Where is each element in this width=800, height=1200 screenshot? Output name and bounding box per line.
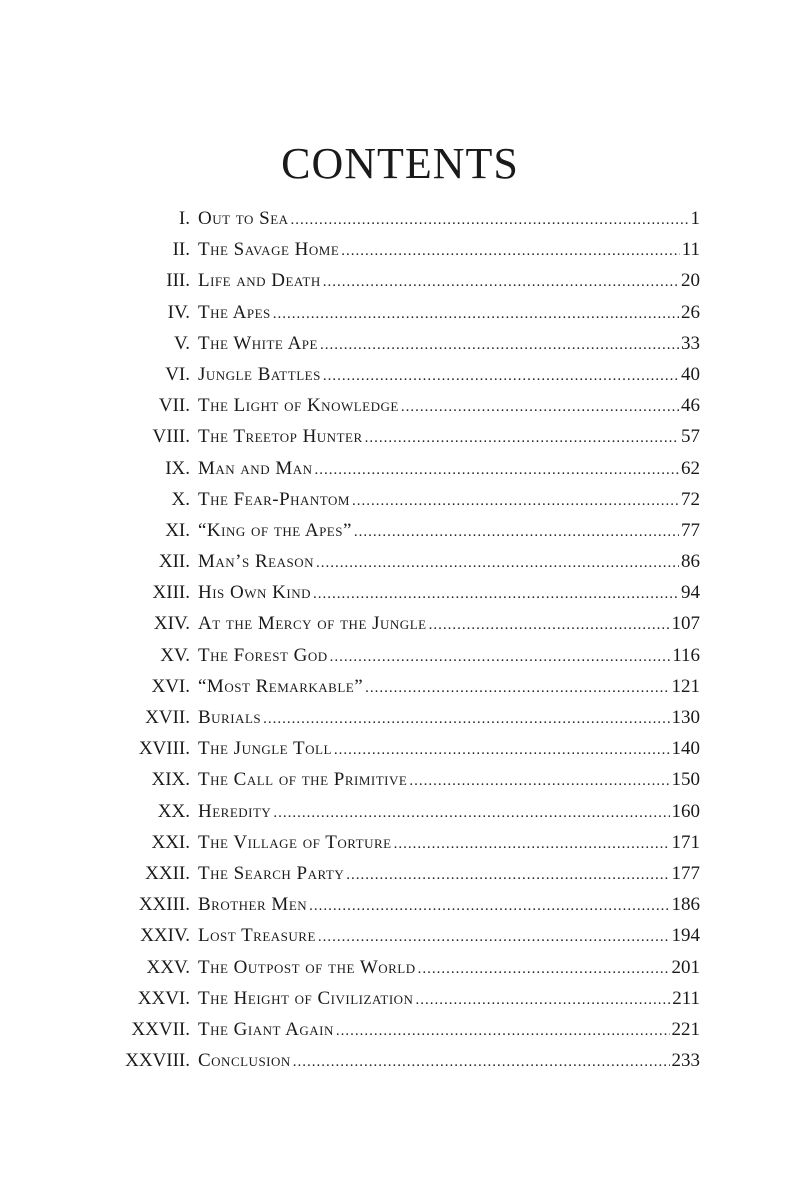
chapter-number: VIII. bbox=[152, 426, 190, 448]
dot-leader bbox=[330, 649, 671, 666]
page-number: 150 bbox=[671, 769, 700, 791]
chapter-number: XXIII. bbox=[138, 894, 190, 916]
dot-leader bbox=[354, 524, 679, 541]
chapter-number: XX. bbox=[157, 800, 190, 822]
toc-entry bbox=[110, 832, 700, 863]
page-number: 94 bbox=[681, 582, 700, 604]
chapter-number: III. bbox=[166, 270, 190, 292]
page-number: 86 bbox=[681, 551, 700, 573]
toc-entry bbox=[110, 988, 700, 1019]
toc-list bbox=[110, 208, 700, 1081]
chapter-number: XXVII. bbox=[131, 1018, 190, 1040]
chapter-number: XXV. bbox=[146, 956, 190, 978]
page-number: 116 bbox=[672, 644, 700, 666]
toc-entry bbox=[110, 894, 700, 925]
toc-entry bbox=[110, 239, 700, 270]
dot-leader bbox=[323, 368, 679, 385]
page-number: 46 bbox=[681, 395, 700, 417]
chapter-title: Man and Man bbox=[198, 457, 313, 479]
dot-leader bbox=[316, 555, 679, 572]
chapter-title: Life and Death bbox=[198, 270, 321, 292]
chapter-title: The Treetop Hunter bbox=[198, 426, 363, 448]
page-number: 171 bbox=[671, 831, 700, 853]
dot-leader bbox=[352, 493, 679, 510]
chapter-title: Brother Men bbox=[198, 894, 308, 916]
chapter-title: The Giant Again bbox=[198, 1018, 334, 1040]
page-number: 72 bbox=[681, 488, 700, 510]
page-number: 186 bbox=[671, 894, 700, 916]
toc-entry bbox=[110, 458, 700, 489]
chapter-title: The Forest God bbox=[198, 644, 328, 666]
dot-leader bbox=[318, 929, 670, 946]
dot-leader bbox=[394, 836, 670, 853]
dot-leader bbox=[418, 961, 670, 978]
chapter-number: XXII. bbox=[145, 862, 190, 884]
toc-entry bbox=[110, 208, 700, 239]
toc-entry bbox=[110, 364, 700, 395]
dot-leader bbox=[415, 992, 670, 1009]
toc-entry bbox=[110, 551, 700, 582]
toc-entry bbox=[110, 489, 700, 520]
page-number: 194 bbox=[671, 925, 700, 947]
page-number: 140 bbox=[671, 738, 700, 760]
page-number: 221 bbox=[671, 1018, 700, 1040]
toc-entry bbox=[110, 426, 700, 457]
chapter-title: Conclusion bbox=[198, 1050, 291, 1072]
dot-leader bbox=[293, 1054, 670, 1071]
chapter-title: The Search Party bbox=[198, 862, 345, 884]
chapter-title: The White Ape bbox=[198, 332, 318, 354]
chapter-number: VII. bbox=[158, 395, 190, 417]
chapter-title: The Savage Home bbox=[198, 239, 340, 261]
dot-leader bbox=[309, 898, 669, 915]
chapter-title: “Most Remarkable” bbox=[198, 675, 364, 697]
chapter-title: Lost Treasure bbox=[198, 925, 316, 947]
toc-entry bbox=[110, 1019, 700, 1050]
dot-leader bbox=[346, 867, 669, 884]
page-number: 233 bbox=[671, 1050, 700, 1072]
page-number: 201 bbox=[671, 956, 700, 978]
page-number: 26 bbox=[681, 301, 700, 323]
dot-leader bbox=[320, 337, 679, 354]
chapter-number: XIII. bbox=[152, 582, 190, 604]
page-title: CONTENTS bbox=[281, 139, 519, 188]
chapter-number: V. bbox=[173, 332, 190, 354]
chapter-title: The Call of the Primitive bbox=[198, 769, 408, 791]
chapter-title: The Village of Torture bbox=[198, 831, 392, 853]
page-number: 33 bbox=[681, 332, 700, 354]
chapter-number: IX. bbox=[165, 457, 190, 479]
chapter-title: The Apes bbox=[198, 301, 271, 323]
dot-leader bbox=[315, 462, 679, 479]
dot-leader bbox=[323, 274, 679, 291]
chapter-number: XIX. bbox=[151, 769, 190, 791]
chapter-number: XXVI. bbox=[137, 987, 190, 1009]
chapter-title: Burials bbox=[198, 707, 262, 728]
dot-leader bbox=[365, 430, 679, 447]
dot-leader bbox=[401, 399, 679, 416]
dot-leader bbox=[273, 306, 679, 323]
toc-entry bbox=[110, 613, 700, 644]
page-number: 160 bbox=[671, 800, 700, 822]
chapter-title: Out to Sea bbox=[198, 208, 289, 229]
page-number: 62 bbox=[681, 457, 700, 479]
dot-leader bbox=[336, 1023, 670, 1040]
page-number: 177 bbox=[671, 862, 700, 884]
toc-entry bbox=[110, 707, 700, 738]
toc-entry bbox=[110, 801, 700, 832]
chapter-title: The Height of Civilization bbox=[198, 987, 414, 1009]
chapter-number: VI. bbox=[165, 363, 190, 385]
page-number: 121 bbox=[671, 675, 700, 697]
page-number: 57 bbox=[681, 426, 700, 448]
chapter-title: The Outpost of the World bbox=[198, 956, 416, 978]
toc-entry bbox=[110, 333, 700, 364]
toc-entry bbox=[110, 270, 700, 301]
toc-entry bbox=[110, 582, 700, 613]
chapter-number: XI. bbox=[165, 519, 190, 541]
chapter-number: XXIV. bbox=[140, 925, 190, 947]
chapter-number: XV. bbox=[160, 644, 190, 666]
toc-entry bbox=[110, 769, 700, 800]
page-number: 130 bbox=[671, 707, 700, 728]
chapter-title: Man’s Reason bbox=[198, 551, 314, 573]
chapter-number: XXI. bbox=[151, 831, 190, 853]
dot-leader bbox=[429, 617, 670, 634]
dot-leader bbox=[273, 805, 669, 822]
chapter-number: XVIII. bbox=[138, 738, 190, 760]
chapter-title: “King of the Apes” bbox=[198, 519, 352, 541]
toc-entry bbox=[110, 676, 700, 707]
dot-leader bbox=[409, 773, 669, 790]
chapter-number: XXVIII. bbox=[125, 1050, 190, 1072]
toc-entry bbox=[110, 645, 700, 676]
page-number: 107 bbox=[671, 613, 700, 635]
dot-leader bbox=[313, 586, 679, 603]
chapter-number: IV. bbox=[167, 301, 190, 323]
chapter-title: The Jungle Toll bbox=[198, 738, 332, 760]
dot-leader bbox=[365, 680, 669, 697]
page-number: 20 bbox=[681, 270, 700, 292]
dot-leader bbox=[341, 243, 679, 260]
dot-leader bbox=[334, 742, 670, 759]
chapter-title: At the Mercy of the Jungle bbox=[198, 613, 427, 635]
chapter-title: The Light of Knowledge bbox=[198, 395, 399, 417]
chapter-title: His Own Kind bbox=[198, 582, 311, 604]
chapter-number: X. bbox=[171, 488, 190, 510]
chapter-number: XIV. bbox=[153, 613, 190, 635]
toc-entry bbox=[110, 395, 700, 426]
toc-entry bbox=[110, 520, 700, 551]
chapter-title: Jungle Battles bbox=[198, 363, 321, 385]
page-number: 77 bbox=[681, 519, 700, 541]
toc-entry bbox=[110, 302, 700, 333]
chapter-number: XVII. bbox=[145, 707, 190, 728]
chapter-number: II. bbox=[172, 239, 190, 261]
toc-entry bbox=[110, 738, 700, 769]
chapter-title: The Fear-Phantom bbox=[198, 488, 350, 510]
dot-leader bbox=[291, 212, 689, 229]
toc-entry bbox=[110, 925, 700, 956]
dot-leader bbox=[263, 711, 669, 728]
chapter-title: Heredity bbox=[198, 800, 272, 822]
page-number: 40 bbox=[681, 363, 700, 385]
toc-entry bbox=[110, 1050, 700, 1081]
chapter-number: XVI. bbox=[151, 675, 190, 697]
page-number: 1 bbox=[690, 208, 700, 229]
page-number: 211 bbox=[672, 987, 700, 1009]
chapter-number: I. bbox=[178, 208, 190, 229]
toc-entry bbox=[110, 957, 700, 988]
toc-entry bbox=[110, 863, 700, 894]
page-number: 11 bbox=[681, 239, 700, 261]
chapter-number: XII. bbox=[158, 551, 190, 573]
